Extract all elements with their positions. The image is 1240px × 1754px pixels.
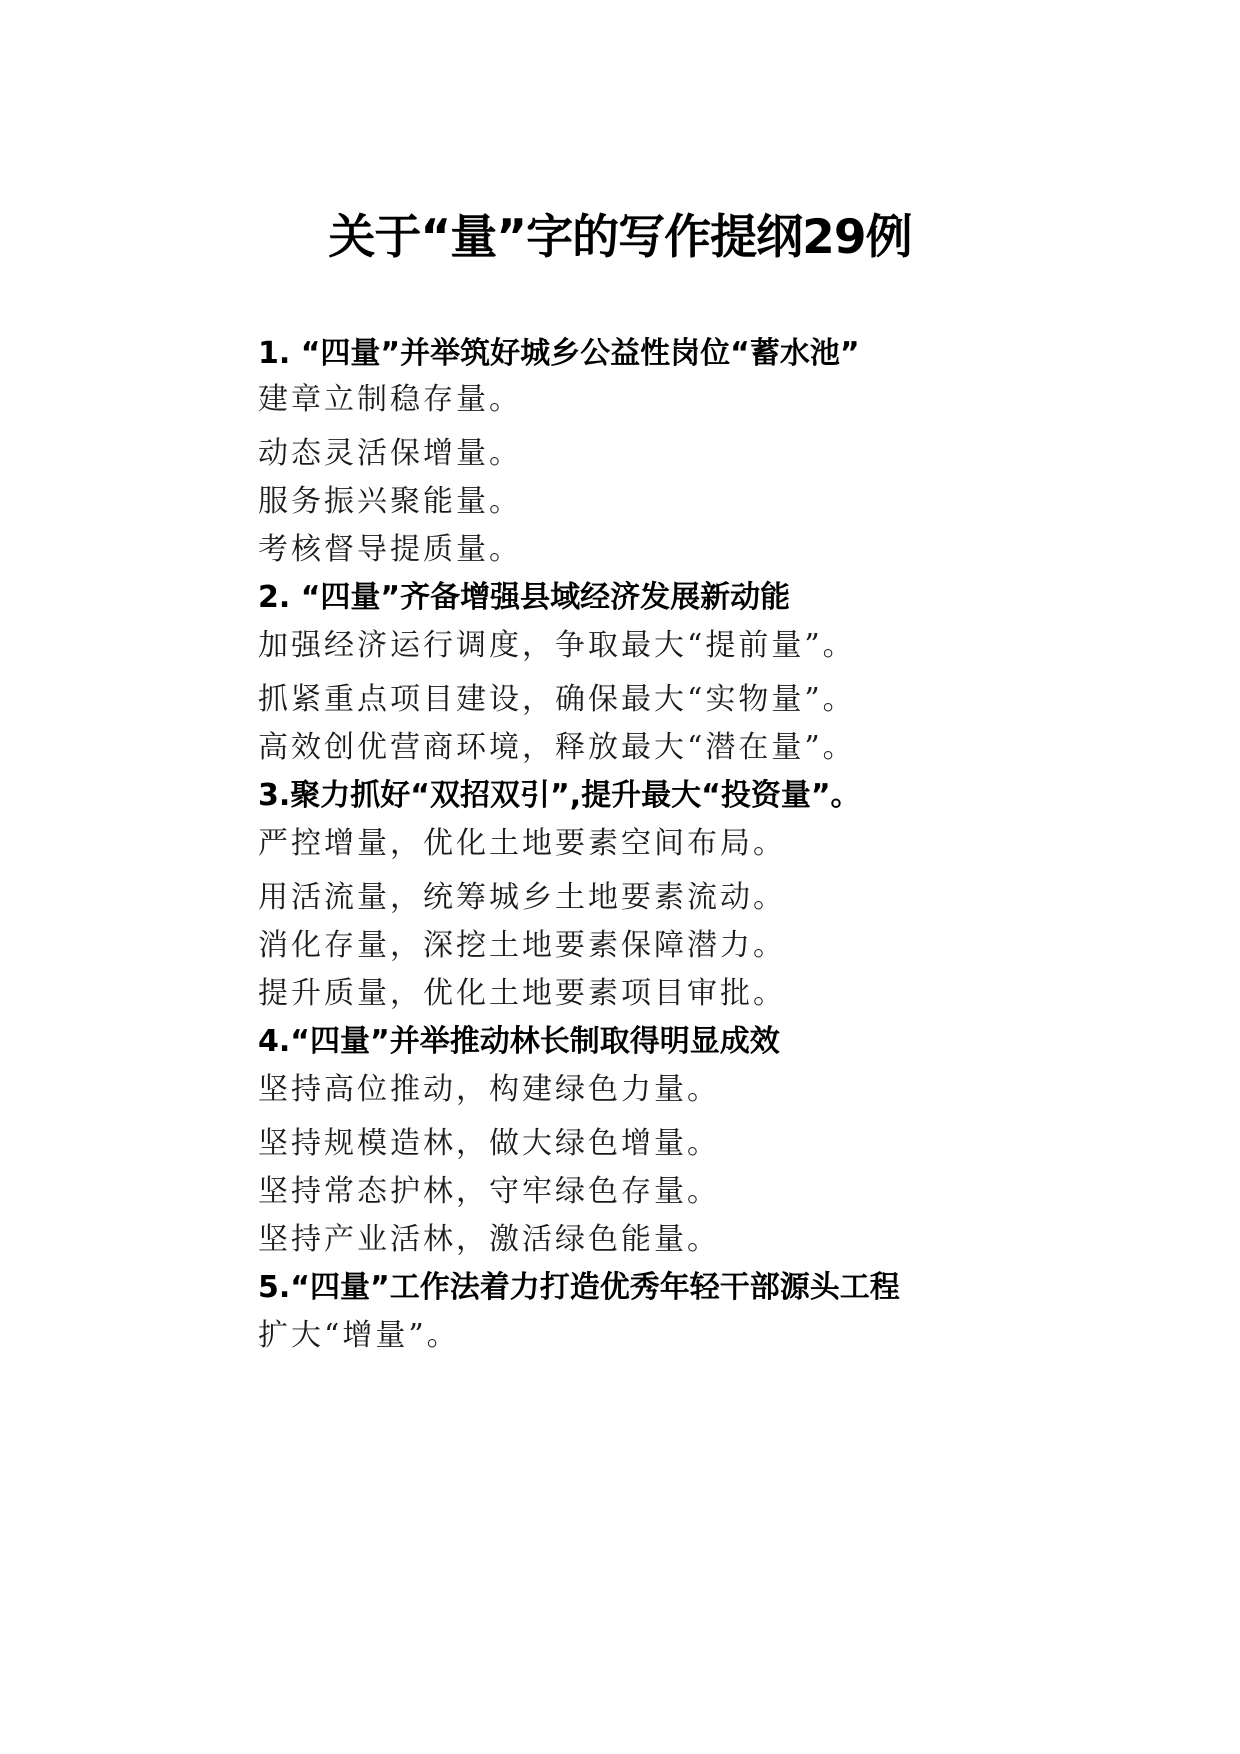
document-title: 关于“量”字的写作提纲29例: [328, 210, 912, 265]
section-item: 消化存量，深挖土地要素保障潜力。: [258, 928, 786, 963]
section-item: 高效创优营商环境，释放最大“潜在量”。: [258, 730, 856, 765]
section-heading: 1. “四量”并举筑好城乡公益性岗位“蓄水池”: [258, 336, 860, 371]
section-item: 提升质量，优化土地要素项目审批。: [258, 976, 786, 1011]
section-item: 考核督导提质量。: [258, 532, 522, 567]
section-heading: 2. “四量”齐备增强县域经济发展新动能: [258, 580, 791, 615]
section-heading: 5.“四量”工作法着力打造优秀年轻干部源头工程: [258, 1270, 900, 1305]
section-item: 坚持常态护林，守牢绿色存量。: [258, 1174, 720, 1209]
section-item: 扩大“增量”。: [258, 1318, 460, 1353]
section-item: 动态灵活保增量。: [258, 436, 522, 471]
section-item: 用活流量，统筹城乡土地要素流动。: [258, 880, 786, 915]
section-heading: 4.“四量”并举推动林长制取得明显成效: [258, 1024, 780, 1059]
section-item: 坚持规模造林，做大绿色增量。: [258, 1126, 720, 1161]
section-item: 抓紧重点项目建设，确保最大“实物量”。: [258, 682, 856, 717]
section-heading: 3.聚力抓好“双招双引”,提升最大“投资量”。: [258, 778, 861, 813]
document-body: [258, 334, 1058, 1356]
section-item: 坚持产业活林，激活绿色能量。: [258, 1222, 720, 1257]
section-item: 加强经济运行调度，争取最大“提前量”。: [258, 628, 856, 663]
section-item: 坚持高位推动，构建绿色力量。: [258, 1072, 720, 1107]
section-item: 建章立制稳存量。: [258, 382, 522, 417]
section-item: 严控增量，优化土地要素空间布局。: [258, 826, 786, 861]
section-item: 服务振兴聚能量。: [258, 484, 522, 519]
